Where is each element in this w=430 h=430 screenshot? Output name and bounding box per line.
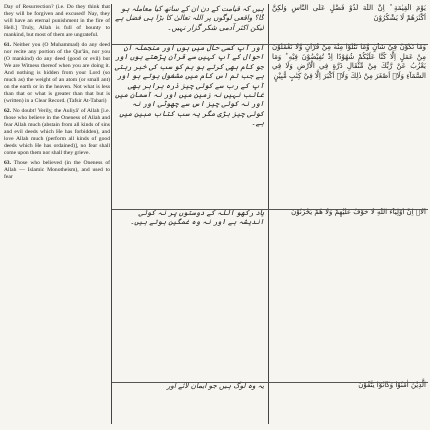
arabic-segment-3: اَلَاۤ اِنَّ اَوْلِيَآءَ اللّٰهِ لَا خَوْفٌ عَلَيْهِمْ وَلَا هُمْ يَحْزَنُوْنَ <box>291 208 426 216</box>
urdu-segment-1: ہیں کہ قیامت کے دن ان کے ساتھ کیا معاملہ ہو گا؟ واقعی لوگوں پر اللہ تعالیٰ کا بڑا ہی فضل ہے لیکن اکثر آدمی شکر گزار نہیں۔ <box>115 4 264 32</box>
column-divider-left <box>111 4 112 424</box>
verse-number: 63. <box>4 159 11 166</box>
english-paragraph-62: 62. No doubt! Verily, the Auliyâ' of Allah [i.e. those who believe in the Oneness of Allah and fear Allah much (abstain from all kinds of sins and evil deeds which He has forbidden), and love Allah much (perform all kinds of good deeds which He has ordained)], no fear shall come upon them nor shall they grieve. <box>4 107 110 157</box>
verse-separator <box>112 209 428 210</box>
arabic-text-column <box>272 4 426 396</box>
arabic-segment-2: وَمَا تَكُوْنُ فِيْ شَاْنٍ وَّمَا تَتْلُوْا مِنْهُ مِنْ قُرْاٰنٍ وَّلَا تَعْمَلُوْنَ مِنْ عَمَلٍ اِلَّا كُنَّا عَلَيْكُمْ شُهُوْدًا اِذْ تُفِيْضُوْنَ فِيْهِ ؕ وَمَا يَعْزُبُ عَنْ رَّبِّكَ مِنْ مِّثْقَالِ ذَرَّةٍ فِي الْاَرْضِ وَلَا فِي السَّمَآءِ وَلَاۤ اَصْغَرَ مِنْ ذٰلِكَ وَلَاۤ اَكْبَرَ اِلَّا فِيْ كِتٰبٍ مُّبِيْنٍ <box>272 43 426 80</box>
verse-number: 62. <box>4 107 11 114</box>
verse-number: 61. <box>4 41 11 48</box>
english-paragraph-1: Day of Resurrection? (i.e. Do they think that they will be forgiven and excused! Nay, they will have an eternal punishment in the fire of Hell.] Truly, Allah is full of bounty to mankind, but most of them are ungrateful. <box>4 4 110 39</box>
verse-separator <box>112 44 428 45</box>
english-translation-column <box>4 4 110 183</box>
verse-separator <box>112 382 428 383</box>
arabic-segment-1: يَوْمَ الْقِيٰمَةِ ؕ اِنَّ اللّٰهَ لَذُوْ فَضْلٍ عَلَى النَّاسِ وَلٰكِنَّ اَكْثَرَهُمْ لَا يَشْكُرُوْنَ <box>272 4 426 22</box>
english-paragraph-63: 63. Those who believed (in the Oneness of Allah — Islamic Monotheism), and used to fear <box>4 159 110 180</box>
urdu-translation-column <box>114 4 264 395</box>
urdu-segment-3: یاد رکھو اللہ کے دوستوں پر نہ کوئی اندیشہ ہے اور نہ وہ غمگین ہوتے ہیں۔ <box>130 208 264 227</box>
urdu-segment-2: اور آپ کسی حال میں ہوں اور منجملہ ان احوال کے آپ کہیں سے قرآن پڑھتے ہوں اور جو کام بھی کرتے ہو ہم کو سب کی خبر رہتی ہے جب تم اس کام میں مشغول ہوتے ہو اور آپ کے رب سے کوئی چیز ذرہ برابر بھی غائب نہیں نہ زمین میں اور نہ آسمان میں اور نہ کوئی چیز اس سے چھوٹی اور نہ کوئی چیز بڑی مگر یہ سب کتاب مبین میں ہے۔ <box>114 43 264 128</box>
arabic-segment-4: الَّذِيْنَ اٰمَنُوْا وَكَانُوْا يَتَّقُوْنَ <box>358 381 426 389</box>
english-paragraph-61: 61. Neither you (O Muhammad) do any deed nor recite any portion of the Qur'ân, nor you (O mankind) do any deed (good or evil) but We are Witness thereof when you are doing it. And nothing is hidden from your Lord (so much as) the weight of an atom (or small ant) on the earth or in the heaven. Not what is less than that or what is greater than that but is (written) in a Clear Record. (Tafsir At-Tabari) <box>4 41 110 105</box>
urdu-segment-4: یہ وہ لوگ ہیں جو ایمان لائے اور <box>166 381 264 390</box>
column-divider-right <box>268 4 269 424</box>
